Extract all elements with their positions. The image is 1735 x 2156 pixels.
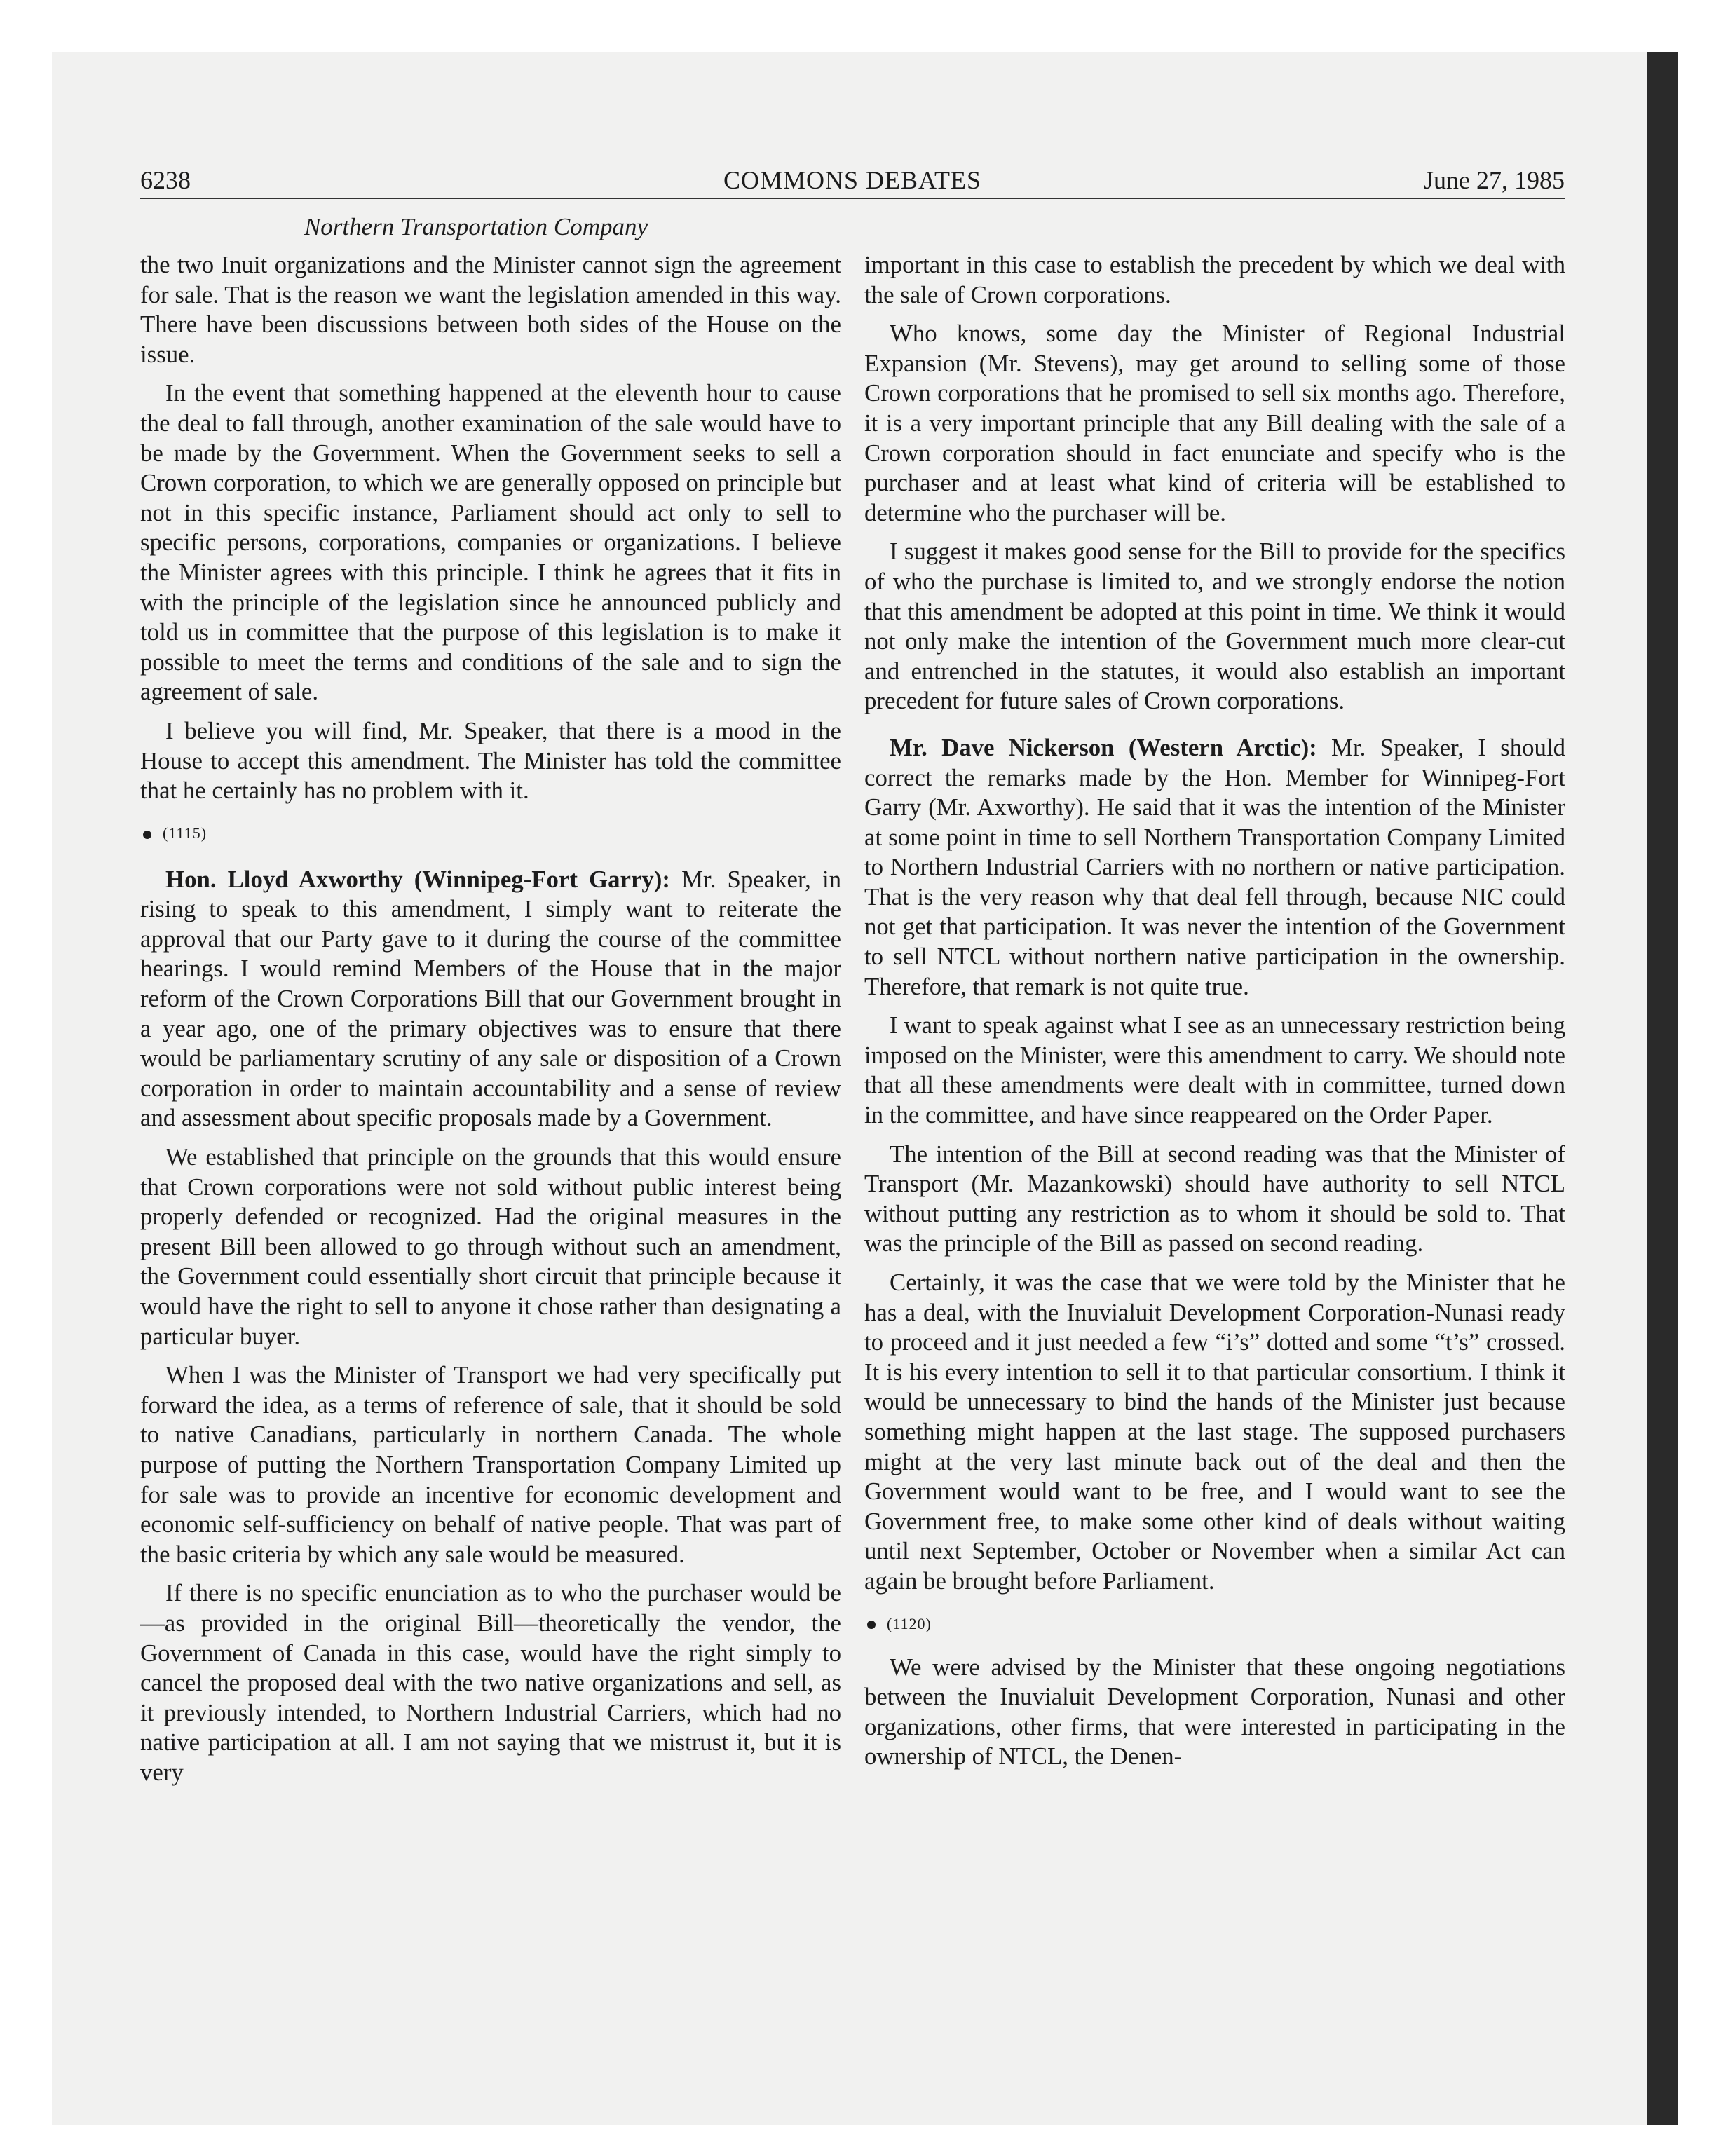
time-marker-label: (1120) bbox=[887, 1614, 932, 1632]
paragraph: I want to speak against what I see as an unnecessary restriction being imposed on the Minister, were this amendment to carry. We should note that all these amendments were dealt with in committee, turned down in the committee, and have since reappeared on the Order Paper. bbox=[864, 1011, 1565, 1129]
header-rule bbox=[140, 198, 1565, 199]
paragraph: If there is no specific enunciation as to who the purchaser would be—as provided in the original Bill—theoretically the vendor, the Government of Canada in this case, would have the right simply to cancel the proposed deal with the two native organizations and sell, as it previously intended, to Northern Industrial Carriers, which had no native participation at all. I am not saying that we mistrust it, but it is very bbox=[140, 1579, 841, 1786]
paragraph: When I was the Minister of Transport we had very specifically put forward the idea, as a terms of reference of sale, that it should be sold to native Canadians, particularly in northern Canada. The whole purpose of putting the Northern Transportation Company Limited up for sale was to provide an incentive for economic development and economic self-sufficiency on behalf of native people. That was part of the basic criteria by which any sale would be measured. bbox=[140, 1361, 841, 1568]
time-marker bbox=[140, 819, 841, 848]
left-column bbox=[140, 250, 841, 1797]
bullet-icon bbox=[143, 831, 151, 839]
paragraph: The intention of the Bill at second reading was that the Minister of Transport (Mr. Mazankowski) should have authority to sell NTCL without putting any restriction as to whom it should be sold to. That was the principle of the Bill as passed on second reading. bbox=[864, 1140, 1565, 1257]
paragraph: Who knows, some day the Minister of Regional Industrial Expansion (Mr. Stevens), may get around to selling some of those Crown corporations that he promised to sell six months ago. Therefore, it is a very important principle that any Bill dealing with the sale of a Crown corporation should in fact enunciate and specify who is the purchaser and at least what kind of criteria will be established to determine who the purchaser will be. bbox=[864, 320, 1565, 526]
speaker-name: Mr. Dave Nickerson (Western Arctic): bbox=[890, 733, 1317, 761]
publication-title: COMMONS DEBATES bbox=[723, 166, 982, 194]
page-number: 6238 bbox=[140, 166, 191, 194]
section-subhead: Northern Transportation Company bbox=[304, 213, 648, 240]
speech-text: Mr. Speaker, in rising to speak to this amendment, I simply want to reiterate the approval that our Party gave to it during the course of the committee hearings. I would remind Members of the House that in the major reform of the Crown Corporations Bill that our Government brought in a year ago, one of the primary objectives was to ensure that there would be parliamentary scrutiny of any sale or disposition of a Crown corporation in order to maintain accountability and a sense of review and assessment about specific proposals made by a Government. bbox=[140, 865, 842, 1132]
paragraph: the two Inuit organizations and the Minister cannot sign the agreement for sale. That is the reason we want the legislation amended in this way. There have been discussions between both sides of the House on the issue. bbox=[140, 251, 841, 368]
paragraph: Certainly, it was the case that we were told by the Minister that he has a deal, with the Inuvialuit Development Corporation-Nunasi ready to proceed and it just needed a few “i’s” dotted and some “t’s” crossed. It is his every intention to sell it to that particular consortium. I think it would be unnecessary to bind the hands of the Minister just because something might happen at the last stage. The supposed purchasers might at the very last minute back out of the deal and then the Government would want to be free, and I would want to see the Government free, to make some other kind of deals without waiting until next September, October or November when a similar Act can again be brought before Parliament. bbox=[864, 1269, 1565, 1595]
paragraph: I suggest it makes good sense for the Bill to provide for the specifics of who the purchase is limited to, and we strongly endorse the notion that this amendment be adopted at this point in time. We think it would not only make the intention of the Government much more clear-cut and entrenched in the statutes, it would also establish an important precedent for future sales of Crown corporations. bbox=[864, 538, 1565, 715]
binding-edge-shadow bbox=[1647, 52, 1678, 2125]
bullet-icon bbox=[867, 1621, 876, 1629]
right-column bbox=[864, 250, 1565, 1781]
publication-date: June 27, 1985 bbox=[1424, 166, 1565, 194]
paragraph: We established that principle on the grounds that this would ensure that Crown corporations were not sold without public interest being properly defended or recognized. Had the original measures in the present Bill been allowed to go through without such an amendment, the Government could essentially short circuit that principle because it would have the right to sell to anyone it chose rather than designating a particular buyer. bbox=[140, 1143, 841, 1350]
paragraph: In the event that something happened at the eleventh hour to cause the deal to fall through, another examination of the sale would have to be made by the Government. When the Government seeks to sell a Crown corporation, to which we are generally opposed on principle but not in this specific instance, Parliament should act only to sell to specific persons, corporations, companies or organizations. I believe the Minister agrees with this principle. I think he agrees that it fits in with the principle of the legislation since he announced publicly and told us in committee that the purpose of this legislation is to make it possible to meet the terms and conditions of the sale and to sign the agreement of sale. bbox=[140, 379, 841, 706]
speech-text: Mr. Speaker, I should correct the remarks made by the Hon. Member for Winnipeg-Fort Garry (Mr. Axworthy). He said that it was the intention of the Minister at some point in time to sell Northern Transportation Company Limited to Northern Industrial Carriers with no northern or native participation. That is the very reason why that deal fell through, because NIC could not get that participation. It was never the intention of the Government to sell NTCL without northern native participation in the ownership. Therefore, that remark is not quite true. bbox=[864, 733, 1566, 1000]
page-header bbox=[140, 163, 1565, 198]
speech-paragraph bbox=[140, 865, 841, 1133]
time-marker-label: (1115) bbox=[163, 824, 207, 842]
paragraph: We were advised by the Minister that these ongoing negotiations between the Inuvialuit Development Corporation, Nunasi and other organizations, other firms, that were interested in participating in the ownership of NTCL, the Denen- bbox=[864, 1653, 1565, 1770]
speaker-name: Hon. Lloyd Axworthy (Winnipeg-Fort Garry): bbox=[165, 865, 670, 893]
time-marker bbox=[864, 1609, 1565, 1639]
paragraph: important in this case to establish the precedent by which we deal with the sale of Crown corporations. bbox=[864, 251, 1565, 308]
speech-paragraph bbox=[864, 733, 1565, 1002]
paragraph: I believe you will find, Mr. Speaker, that there is a mood in the House to accept this amendment. The Minister has told the committee that he certainly has no problem with it. bbox=[140, 716, 841, 805]
